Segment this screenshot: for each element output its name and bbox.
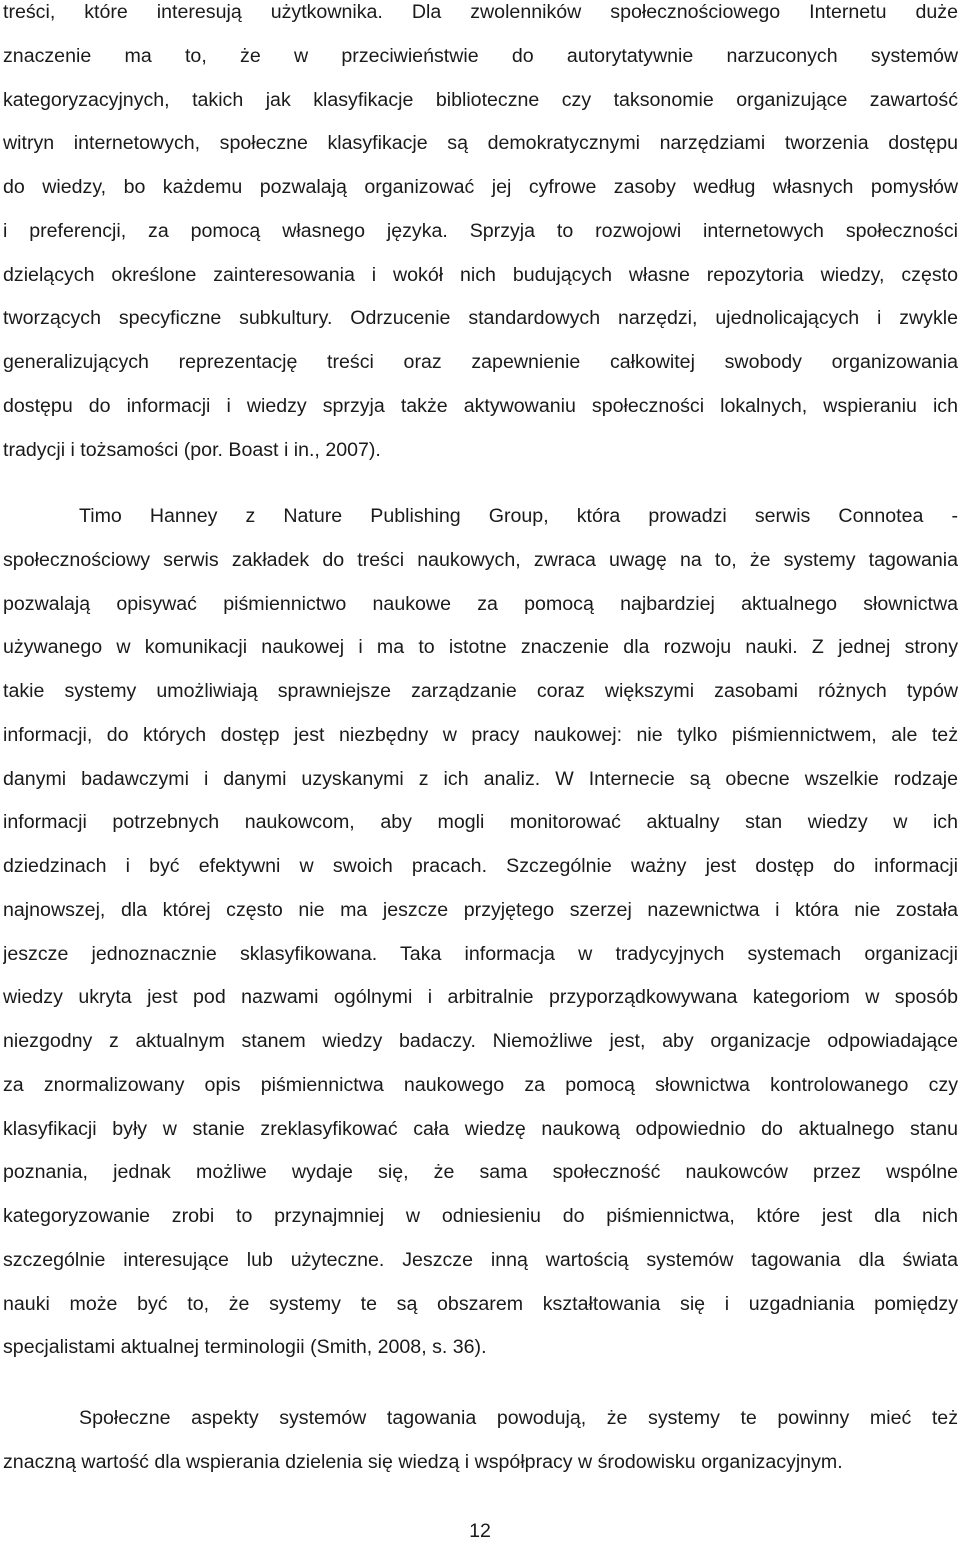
text-line: i preferencji, za pomocą własnego języka. Sprzyja to rozwojowi internetowych społeczności (3, 219, 958, 242)
text-line: informacji potrzebnych naukowcom, aby mogli monitorować aktualny stan wiedzy w ich (3, 811, 958, 834)
text-line: informacji, do których dostęp jest niezbędny w pracy naukowej: nie tylko piśmiennictwem, ale też (3, 723, 958, 746)
text-line: dziedzinach i być efektywni w swoich pracach. Szczególnie ważny jest dostęp do informacji (3, 855, 958, 877)
paragraph-3 (3, 1397, 958, 1485)
text-line: szczególnie interesujące lub użyteczne. Jeszcze inną wartością systemów tagowania dla świata (3, 1248, 958, 1271)
text-line: klasyfikacji były w stanie zreklasyfikować cała wiedzę naukową odpowiednio do aktualnego stanu (3, 1117, 958, 1140)
text-line: nauki może być to, że systemy te są obszarem kształtowania się i uzgadniania pomiędzy (3, 1292, 958, 1315)
text-line: najnowszej, dla której często nie ma jeszcze przyjętego szerzej nazewnictwa i która nie została (3, 898, 958, 921)
page-number: 12 (469, 1520, 491, 1542)
text-line: kategoryzowanie zrobi to przynajmniej w odniesieniu do piśmiennictwa, które jest dla nich (3, 1205, 958, 1227)
paragraph-2 (3, 495, 958, 1370)
text-line: tworzących specyficzne subkultury. Odrzucenie standardowych narzędzi, ujednolicających i zwykle (3, 307, 958, 330)
text-line: wiedzy ukryta jest pod nazwami ogólnymi i arbitralnie przyporządkowywana kategoriom w sposób (3, 986, 958, 1009)
text-line: poznania, jednak możliwe wydaje się, że sama społeczność naukowców przez wspólne (3, 1161, 958, 1184)
text-line: danymi badawczymi i danymi uzyskanymi z ich analiz. W Internecie są obecne wszelkie rodzaje (3, 767, 958, 790)
text-line: do wiedzy, bo każdemu pozwalają organizować jej cyfrowe zasoby według własnych pomysłów (3, 176, 958, 198)
text-line: tradycji i tożsamości (por. Boast i in., 2007). (3, 438, 381, 461)
text-line: niezgodny z aktualnym stanem wiedzy badaczy. Niemożliwe jest, aby organizacje odpowiadające (3, 1030, 958, 1052)
text-line: Społeczne aspekty systemów tagowania powodują, że systemy te powinny mieć też (79, 1407, 958, 1429)
text-line: społecznościowy serwis zakładek do treści naukowych, zwraca uwagę na to, że systemy tagowania (3, 548, 958, 571)
text-line: jeszcze jednoznacznie sklasyfikowana. Taka informacja w tradycyjnych systemach organizacji (3, 942, 958, 965)
text-line: za znormalizowany opis piśmiennictwa naukowego za pomocą słownictwa kontrolowanego czy (3, 1073, 958, 1096)
text-line: znaczenie ma to, że w przeciwieństwie do autorytatywnie narzuconych systemów (3, 44, 958, 67)
text-line: znaczną wartość dla wspierania dzielenia się wiedzą i współpracy w środowisku organizacyjnym. (3, 1450, 843, 1473)
text-line: kategoryzacyjnych, takich jak klasyfikacje biblioteczne czy taksonomie organizujące zawartość (3, 88, 958, 111)
paragraph-1 (3, 0, 958, 472)
text-line: Timo Hanney z Nature Publishing Group, która prowadzi serwis Connotea - (79, 505, 958, 527)
text-line: używanego w komunikacji naukowej i ma to istotne znaczenie dla rozwoju nauki. Z jednej strony (3, 636, 958, 659)
text-line: takie systemy umożliwiają sprawniejsze zarządzanie coraz większymi zasobami różnych typów (3, 680, 958, 702)
text-line: generalizujących reprezentację treści oraz zapewnienie całkowitej swobody organizowania (3, 351, 958, 373)
text-line: witryn internetowych, społeczne klasyfikacje są demokratycznymi narzędziami tworzenia dostępu (3, 132, 958, 155)
text-line: pozwalają opisywać piśmiennictwo naukowe za pomocą najbardziej aktualnego słownictwa (3, 592, 958, 615)
text-line: dostępu do informacji i wiedzy sprzyja także aktywowaniu społeczności lokalnych, wspieraniu ich (3, 394, 958, 417)
text-line: treści, które interesują użytkownika. Dla zwolenników społecznościowego Internetu duże (3, 1, 958, 23)
text-line: dzielących określone zainteresowania i wokół nich budujących własne repozytoria wiedzy, często (3, 263, 958, 286)
text-line: specjalistami aktualnej terminologii (Smith, 2008, s. 36). (3, 1336, 487, 1359)
